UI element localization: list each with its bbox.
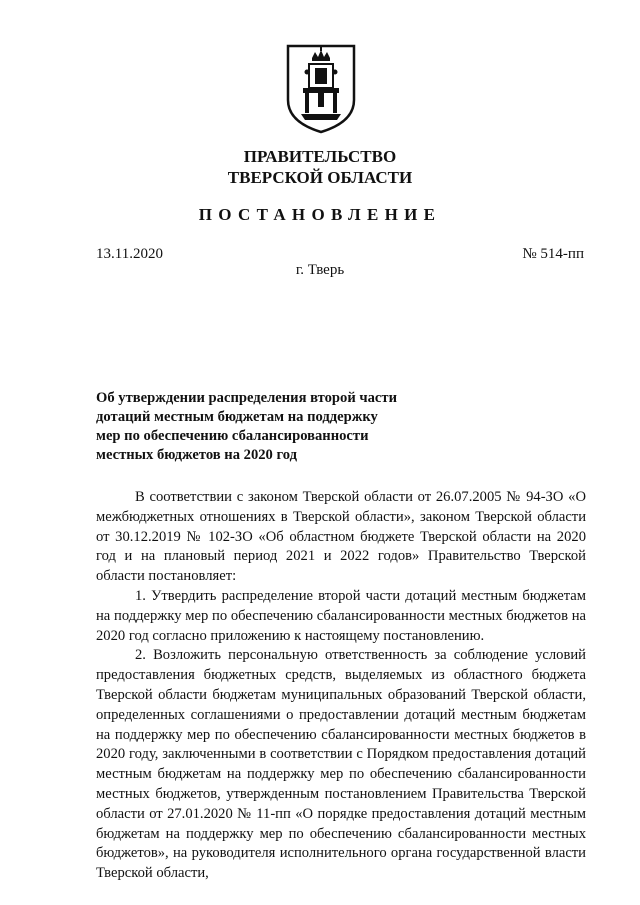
- preamble-paragraph: В соответствии с законом Тверской области от 26.07.2005 № 94-ЗО «О межбюджетных отношениях в Тверской области», законом Тверской области от 30.12.2019 № 102-ЗО «Об областном бюджете Тверской области на 2020 год и на плановый период 2021 и 2022 годов» Правительство Тверской области постановляет:: [96, 489, 586, 585]
- document-body: [96, 488, 586, 884]
- subject-line: местных бюджетов на 2020 год: [96, 447, 298, 463]
- clause-2-paragraph: 2. Возложить персональную ответственность за соблюдение условий предоставления бюджетных средств, выделяемых из областного бюджета Тверской области бюджетам муниципальных образований Тверской области, определенных соглашениями о предоставлении дотаций местным бюджетам на поддержку мер по обеспечению сбалансированности местных бюджетов в 2020 году, заключенными в соответствии с Порядком предоставления дотаций местным бюджетам на поддержку мер по обеспечению сбалансированности местных бюджетов, утвержденным постановлением Правительства Тверской области от 27.01.2020 № 11-пп «О порядке предоставления дотаций местным бюджетам на поддержку мер по обеспечению сбалансированности местных бюджетов», на руководителя исполнительного органа государственной власти Тверской области,: [96, 647, 586, 882]
- tver-coat-of-arms-icon: [285, 42, 357, 134]
- subject-line: Об утверждении распределения второй части: [96, 390, 397, 406]
- document-subject: [96, 389, 426, 465]
- document-date: 13.11.2020: [96, 246, 163, 262]
- subject-line: дотаций местным бюджетам на поддержку: [96, 409, 378, 425]
- subject-line: мер по обеспечению сбалансированности: [96, 428, 369, 444]
- document-type-title: ПОСТАНОВЛЕНИЕ: [198, 205, 442, 224]
- document-city: г. Тверь: [295, 262, 345, 278]
- government-name-line2: ТВЕРСКОЙ ОБЛАСТИ: [227, 168, 413, 187]
- document-number: № 514-пп: [522, 246, 584, 262]
- government-name-line1: ПРАВИТЕЛЬСТВО: [243, 147, 397, 166]
- clause-1-paragraph: 1. Утвердить распределение второй части дотаций местным бюджетам на поддержку мер по обеспечению сбалансированности местных бюджетов на 2020 год согласно приложению к настоящему постановлению.: [96, 587, 586, 644]
